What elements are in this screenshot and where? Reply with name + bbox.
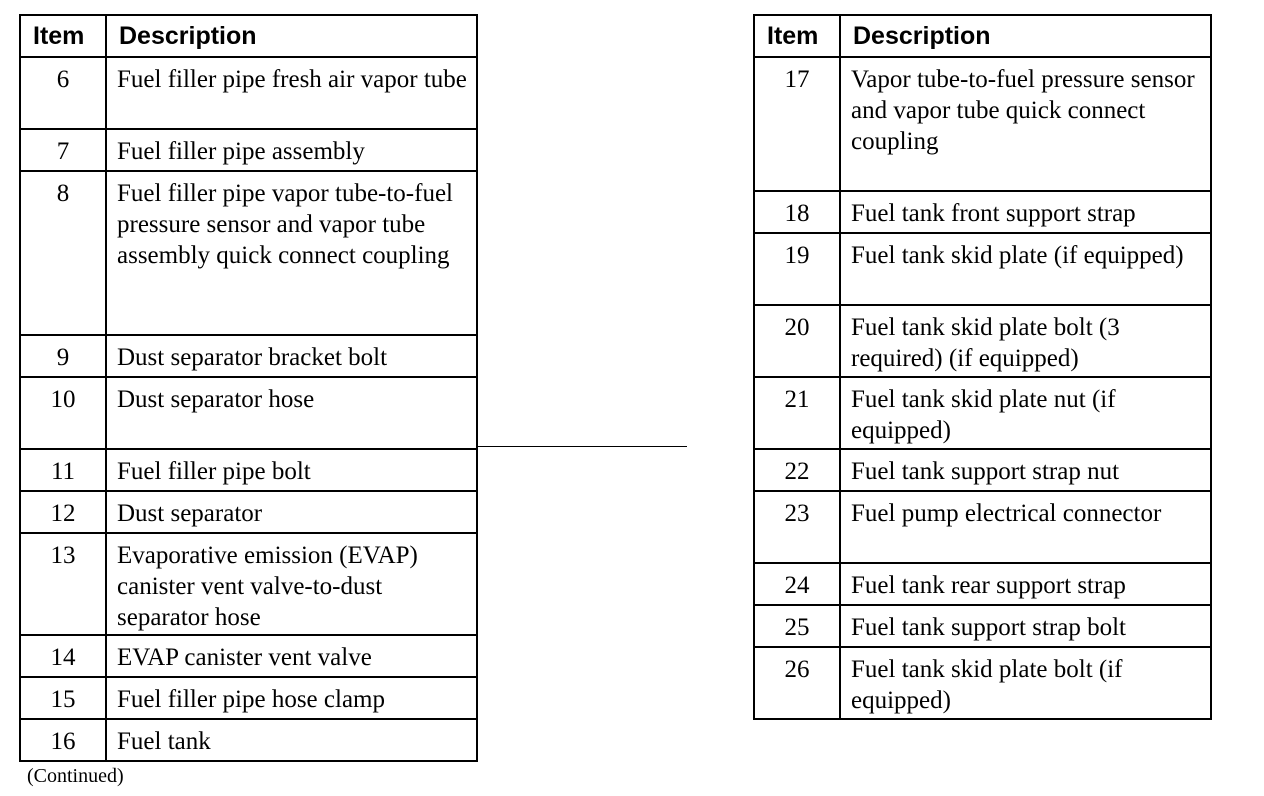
item-number: 7 (20, 129, 106, 171)
item-description: Fuel tank support strap nut (840, 449, 1211, 491)
description-column-header: Description (106, 15, 477, 57)
table-row (754, 491, 1211, 563)
item-column-header: Item (20, 15, 106, 57)
table-row (754, 305, 1211, 377)
item-description: Fuel tank support strap bolt (840, 605, 1211, 647)
header-row (20, 15, 477, 57)
item-number: 21 (754, 377, 840, 449)
table-row (754, 563, 1211, 605)
item-number: 11 (20, 449, 106, 491)
item-description: EVAP canister vent valve (106, 635, 477, 677)
table-row (754, 191, 1211, 233)
table-row (754, 57, 1211, 191)
item-number: 14 (20, 635, 106, 677)
item-description: Fuel tank skid plate nut (if equipped) (840, 377, 1211, 449)
item-description: Fuel tank skid plate bolt (if equipped) (840, 647, 1211, 719)
table-row (20, 171, 477, 335)
table-row (20, 377, 477, 449)
table-row (20, 491, 477, 533)
parts-table-left (19, 14, 478, 762)
item-description: Fuel filler pipe bolt (106, 449, 477, 491)
item-number: 22 (754, 449, 840, 491)
description-column-header: Description (840, 15, 1211, 57)
item-description: Fuel tank skid plate (if equipped) (840, 233, 1211, 305)
table-row (754, 605, 1211, 647)
table-row (20, 57, 477, 129)
table-row (20, 449, 477, 491)
item-description: Dust separator bracket bolt (106, 335, 477, 377)
table-row (754, 377, 1211, 449)
table-row (754, 647, 1211, 719)
item-number: 15 (20, 677, 106, 719)
item-number: 16 (20, 719, 106, 761)
item-description: Fuel tank rear support strap (840, 563, 1211, 605)
item-number: 20 (754, 305, 840, 377)
item-number: 25 (754, 605, 840, 647)
item-description: Fuel filler pipe vapor tube-to-fuel pressure sensor and vapor tube assembly quick connect coupling (106, 171, 477, 335)
item-description: Dust separator (106, 491, 477, 533)
item-description: Dust separator hose (106, 377, 477, 449)
item-number: 24 (754, 563, 840, 605)
item-number: 6 (20, 57, 106, 129)
item-description: Fuel tank front support strap (840, 191, 1211, 233)
item-description: Fuel tank (106, 719, 477, 761)
item-description: Vapor tube-to-fuel pressure sensor and vapor tube quick connect coupling (840, 57, 1211, 191)
item-number: 10 (20, 377, 106, 449)
divider-line (478, 446, 687, 447)
item-number: 13 (20, 533, 106, 635)
item-number: 12 (20, 491, 106, 533)
item-number: 8 (20, 171, 106, 335)
table-row (754, 233, 1211, 305)
table-row (20, 677, 477, 719)
item-description: Fuel filler pipe fresh air vapor tube (106, 57, 477, 129)
item-number: 19 (754, 233, 840, 305)
item-description: Fuel filler pipe hose clamp (106, 677, 477, 719)
table-row (20, 129, 477, 171)
item-number: 9 (20, 335, 106, 377)
item-description: Fuel filler pipe assembly (106, 129, 477, 171)
table-row (20, 335, 477, 377)
table-row (20, 533, 477, 635)
item-number: 18 (754, 191, 840, 233)
item-description: Fuel pump electrical connector (840, 491, 1211, 563)
item-number: 17 (754, 57, 840, 191)
item-column-header: Item (754, 15, 840, 57)
table-row (754, 449, 1211, 491)
item-number: 26 (754, 647, 840, 719)
item-number: 23 (754, 491, 840, 563)
item-description: Fuel tank skid plate bolt (3 required) (if equipped) (840, 305, 1211, 377)
item-description: Evaporative emission (EVAP) canister vent valve-to-dust separator hose (106, 533, 477, 635)
table-row (20, 719, 477, 761)
parts-table-right (753, 14, 1212, 720)
continued-note: (Continued) (27, 765, 124, 787)
table-row (20, 635, 477, 677)
header-row (754, 15, 1211, 57)
